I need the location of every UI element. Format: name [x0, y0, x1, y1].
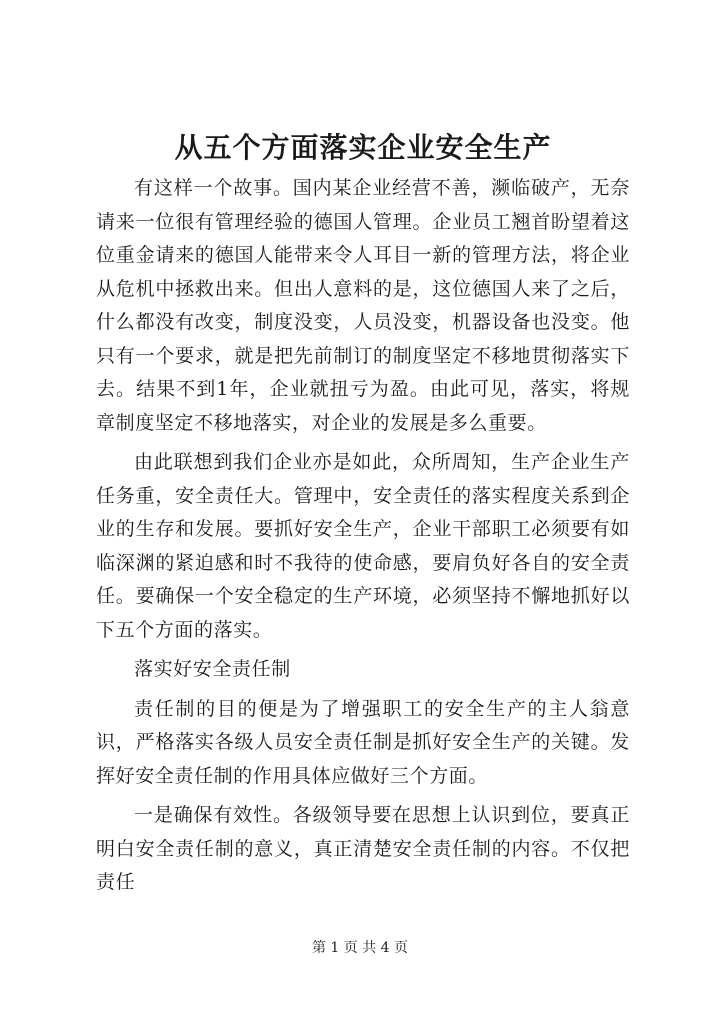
paragraph-association: 由此联想到我们企业亦是如此，众所周知，生产企业生产任务重，安全责任大。管理中，安全责任的落实程度关系到企业的生存和发展。要抓好安全生产，企业干部职工必须要有如临深渊的紧迫感和时不我待的使命感，要肩负好各自的安全责任。要确保一个安全稳定的生产环境，必须坚持不懈地抓好以下五个方面的落实。	[96, 451, 630, 641]
paragraph-story: 有这样一个故事。国内某企业经营不善，濒临破产，无奈请来一位很有管理经验的德国人管理。企业员工翘首盼望着这位重金请来的德国人能带来令人耳目一新的管理方法，将企业从危机中拯救出来。但出人意料的是，这位德国人来了之后，什么都没有改变，制度没变，人员没变，机器设备也没变。他只有一个要求，就是把先前制订的制度坚定不移地贯彻落实下去。结果不到1年，企业就扭亏为盈。由此可见，落实，将规章制度坚定不移地落实，对企业的发展是多么重要。	[96, 177, 630, 434]
paragraph-responsibility: 责任制的目的便是为了增强职工的安全生产的主人翁意识，严格落实各级人员安全责任制是抓好安全生产的关键。发挥好安全责任制的作用具体应做好三个方面。	[96, 697, 630, 787]
section-heading: 落实好安全责任制	[134, 658, 291, 680]
paragraph-effectiveness: 一是确保有效性。各级领导要在思想上认识到位，要真正明白安全责任制的意义，真正清楚安全责任制的内容。不仅把责任	[96, 804, 630, 893]
page-footer: 第 1 页 共 4 页	[311, 940, 409, 956]
document-title: 从五个方面落实企业安全生产	[174, 131, 552, 164]
